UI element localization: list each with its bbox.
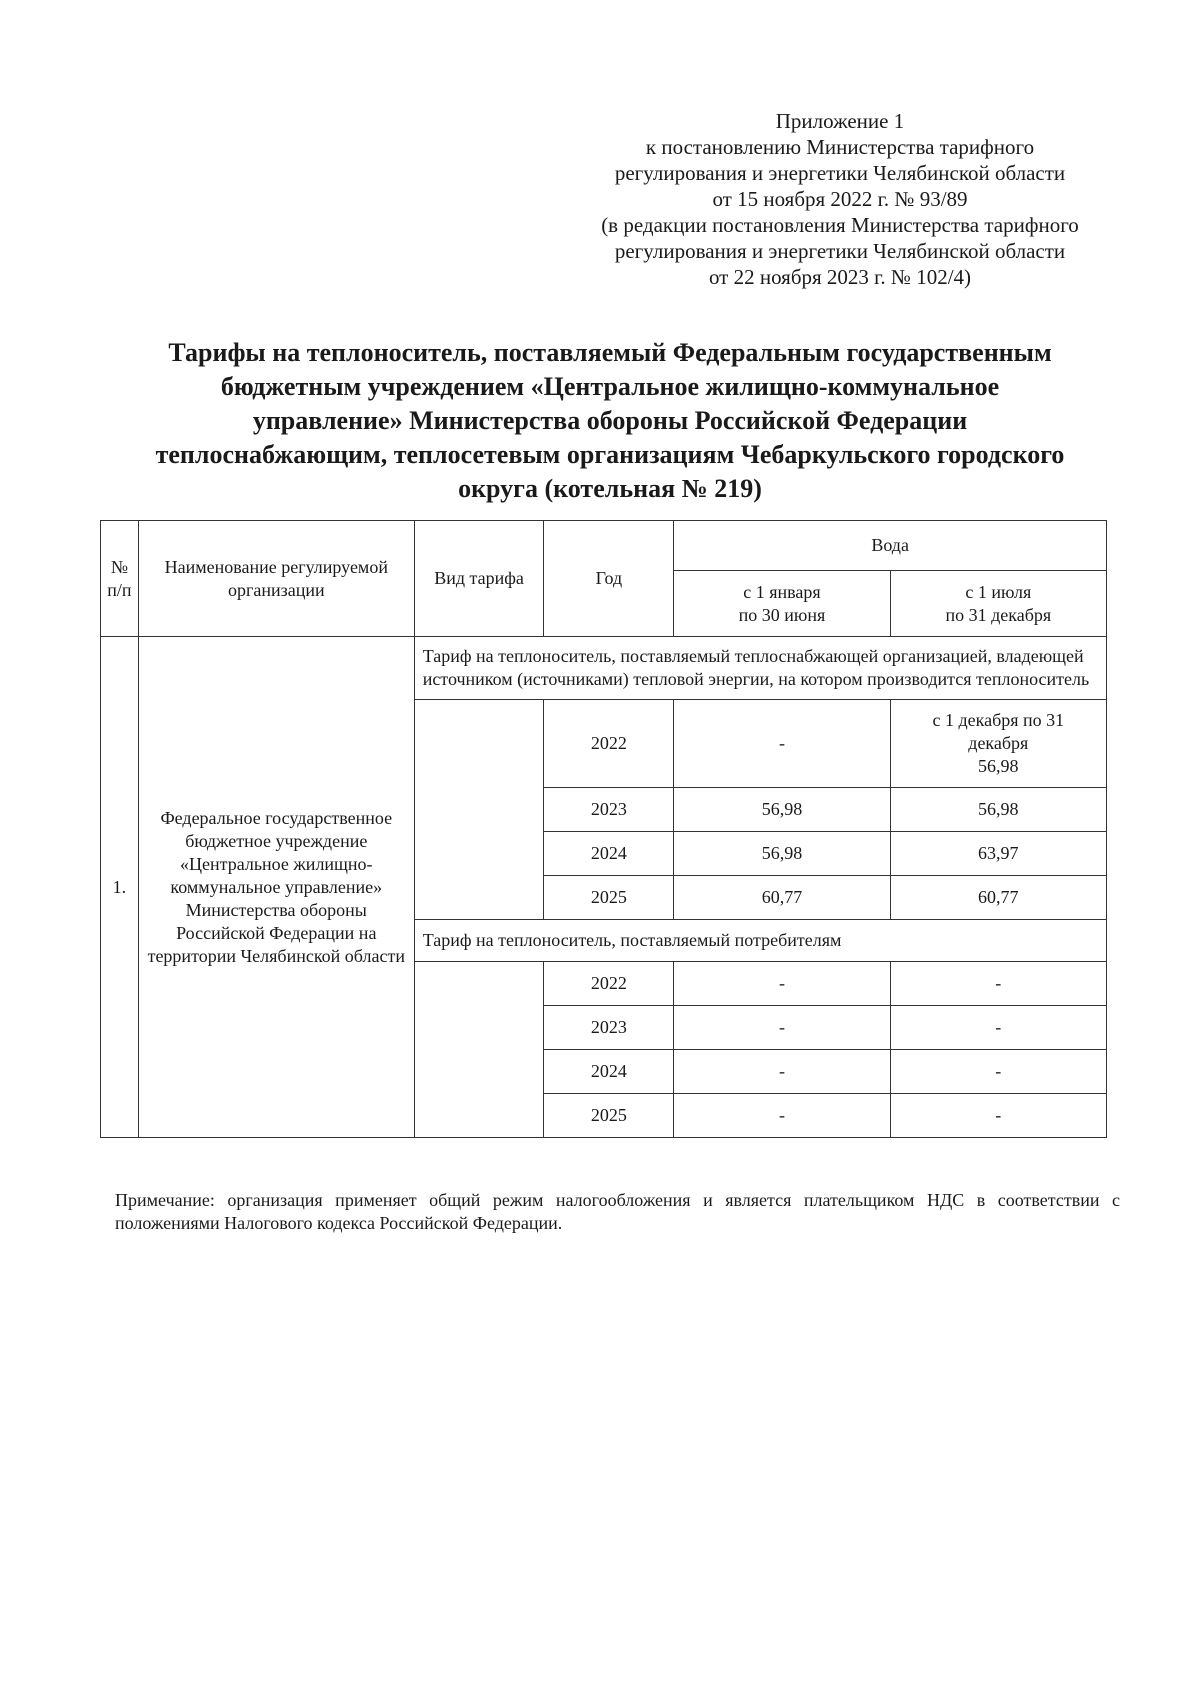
value-cell: -: [890, 1094, 1106, 1138]
appendix-header: [560, 108, 1120, 290]
header-water: Вода: [674, 521, 1107, 571]
year-cell: 2025: [544, 1094, 674, 1138]
title-line: бюджетным учреждением «Центральное жилищно-коммунальное: [220, 372, 1000, 401]
year-cell: 2024: [544, 832, 674, 876]
title-line: управление» Министерства обороны Российской Федерации: [252, 406, 968, 435]
value-cell: 56,98: [674, 832, 890, 876]
appendix-line: к постановлению Министерства тарифного: [645, 135, 1035, 159]
value-cell: -: [890, 962, 1106, 1006]
header-num: № п/п: [101, 521, 139, 637]
header-year: Год: [544, 521, 674, 637]
value-cell: -: [674, 1050, 890, 1094]
header-tariff-type: Вид тарифа: [414, 521, 544, 637]
value-cell: -: [674, 1006, 890, 1050]
value-cell: -: [674, 700, 890, 788]
value-cell: 60,77: [890, 876, 1106, 920]
header-period-2: с 1 июля по 31 декабря: [890, 571, 1106, 637]
year-cell: 2022: [544, 700, 674, 788]
value-cell: с 1 декабря по 31 декабря 56,98: [890, 700, 1106, 788]
appendix-line: Приложение 1: [775, 109, 905, 133]
appendix-line: (в редакции постановления Министерства тарифного: [601, 213, 1079, 237]
value-cell: 56,98: [890, 788, 1106, 832]
appendix-line: регулирования и энергетики Челябинской области: [614, 161, 1066, 185]
title-line: Тарифы на теплоноситель, поставляемый Федеральным государственным: [168, 338, 1052, 367]
title-line: теплоснабжающим, теплосетевым организациям Чебаркульского городского: [155, 440, 1065, 469]
value-cell: -: [890, 1006, 1106, 1050]
year-cell: 2022: [544, 962, 674, 1006]
tariff-type-cell: [414, 962, 544, 1138]
value-cell: -: [674, 962, 890, 1006]
year-cell: 2023: [544, 788, 674, 832]
appendix-line: от 22 ноября 2023 г. № 102/4): [708, 265, 972, 289]
value-cell: 60,77: [674, 876, 890, 920]
header-period-1: с 1 января по 30 июня: [674, 571, 890, 637]
tariff-type-cell: [414, 700, 544, 920]
year-cell: 2025: [544, 876, 674, 920]
footnote: Примечание: организация применяет общий режим налогообложения и является плательщиком НДС в соответствии с положениями Налогового кодекса Российской Федерации.: [115, 1190, 1120, 1233]
header-org: Наименование регулируемой организации: [138, 521, 414, 637]
value-cell: 63,97: [890, 832, 1106, 876]
section-label: Тариф на теплоноситель, поставляемый потребителям: [414, 920, 1106, 962]
appendix-line: от 15 ноября 2022 г. № 93/89: [712, 187, 968, 211]
section-label: Тариф на теплоноситель, поставляемый теплоснабжающей организацией, владеющей источником (источниками) тепловой энергии, на котором производится теплоноситель: [414, 637, 1106, 700]
title-line: округа (котельная № 219): [458, 474, 762, 503]
section-row: [101, 637, 1107, 700]
appendix-line: регулирования и энергетики Челябинской области: [614, 239, 1066, 263]
value-cell: 56,98: [674, 788, 890, 832]
organization-name: Федеральное государственное бюджетное учреждение «Центральное жилищно-коммунальное управление» Министерства обороны Российской Федерации на территории Челябинской области: [138, 637, 414, 1138]
header-row: [101, 521, 1107, 571]
document-title: [110, 336, 1110, 506]
row-number: 1.: [101, 637, 139, 1138]
value-cell: -: [674, 1094, 890, 1138]
year-cell: 2023: [544, 1006, 674, 1050]
value-cell: -: [890, 1050, 1106, 1094]
tariff-table: [100, 520, 1107, 1138]
year-cell: 2024: [544, 1050, 674, 1094]
